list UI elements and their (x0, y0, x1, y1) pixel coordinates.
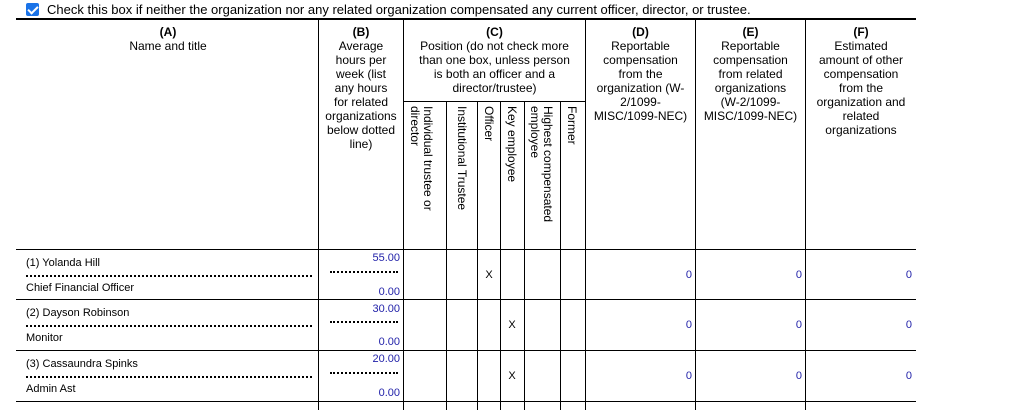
pos-header-text: Key employee (505, 106, 519, 183)
row-title: Admin Ast (26, 383, 76, 395)
row-name: (1) Yolanda Hill (26, 257, 100, 269)
row-title: Monitor (26, 332, 63, 344)
col-a-title: Name and title (129, 39, 207, 53)
checkbox-checked-icon[interactable] (26, 3, 39, 16)
pos-header-text: Institutional Trustee (455, 106, 469, 211)
row-3-bottom-rule (16, 401, 916, 402)
col-b-line: hours per (335, 53, 387, 67)
col-b-line: week (list (335, 67, 386, 81)
col-b-line: organizations (325, 109, 397, 123)
no-compensation-checkbox-row (26, 1, 751, 18)
col-e-line: (W-2/1099- (720, 95, 781, 109)
row-title: Chief Financial Officer (26, 282, 135, 294)
pos-header-highest-compensated (528, 106, 555, 223)
col-d-line: 2/1099- (620, 95, 661, 109)
col-f-line: amount of other (818, 53, 904, 67)
col-c-line: director/trustee) (452, 81, 537, 95)
col-e-line: compensation (713, 53, 788, 67)
header-bottom-rule (16, 249, 916, 250)
col-c-line: is both an officer and a (433, 67, 556, 81)
col-d-line: from the (618, 67, 663, 81)
col-d-line: organization (W- (596, 81, 685, 95)
row-comp-d-field[interactable]: 0 (685, 370, 692, 382)
col-a-header (20, 25, 316, 53)
row-hours-related-field[interactable]: 0.00 (378, 336, 400, 348)
col-divider-c2 (477, 101, 478, 410)
col-f-line: from the (838, 81, 883, 95)
col-f-line: organizations (825, 123, 897, 137)
row-comp-e-field[interactable]: 0 (795, 269, 802, 281)
col-c-line: than one box, unless person (419, 53, 570, 67)
row-hours-field[interactable]: 55.00 (372, 252, 400, 264)
pos-header-former (565, 106, 579, 145)
col-e-line: MISC/1099-NEC) (703, 109, 798, 123)
dotted-separator (330, 271, 398, 273)
col-d-line: Reportable (611, 39, 670, 53)
row-1-bottom-rule (16, 299, 916, 300)
col-f-line: compensation (823, 67, 899, 81)
dotted-separator (26, 325, 312, 327)
col-a-letter: (A) (159, 25, 177, 39)
col-f-line: related (842, 109, 880, 123)
pos-header-key-employee (505, 106, 519, 183)
row-comp-e-field[interactable]: 0 (795, 370, 802, 382)
row-comp-d-field[interactable]: 0 (685, 269, 692, 281)
col-d-line: compensation (603, 53, 678, 67)
pos-header-text: Officer (482, 106, 496, 142)
col-divider-c1 (446, 101, 447, 410)
row-comp-d-field[interactable]: 0 (685, 319, 692, 331)
col-divider-c5 (560, 101, 561, 410)
header-top-rule (16, 18, 916, 20)
col-divider-c4 (524, 101, 525, 410)
col-e-line: Reportable (721, 39, 780, 53)
pos-header-institutional-trustee (455, 106, 469, 211)
row-comp-f-field[interactable]: 0 (905, 370, 912, 382)
col-e-header (696, 25, 805, 123)
col-d-letter: (D) (632, 25, 649, 39)
pos-header-text: Former (565, 106, 579, 145)
dotted-separator (330, 321, 398, 323)
row-hours-field[interactable]: 30.00 (372, 303, 400, 315)
officer-checkbox-cell[interactable]: X (485, 269, 493, 281)
col-d-header (586, 25, 695, 123)
col-b-line: any hours (334, 81, 388, 95)
row-comp-e-field[interactable]: 0 (795, 319, 802, 331)
row-hours-related-field[interactable]: 0.00 (378, 286, 400, 298)
row-comp-f-field[interactable]: 0 (905, 319, 912, 331)
col-divider-c3 (500, 101, 501, 410)
col-b-line: for related (333, 95, 389, 109)
col-c-line: Position (do not check more (420, 39, 569, 53)
position-subheader-rule (403, 101, 585, 102)
key-employee-checkbox-cell[interactable]: X (508, 319, 516, 331)
row-hours-related-field[interactable]: 0.00 (378, 387, 400, 399)
col-b-line: line) (349, 137, 373, 151)
col-f-line: Estimated (834, 39, 888, 53)
row-name: (3) Cassaundra Spinks (26, 358, 138, 370)
pos-header-officer (482, 106, 496, 142)
col-f-header (806, 25, 916, 137)
col-d-line: MISC/1099-NEC) (593, 109, 688, 123)
col-e-line: from related (718, 67, 783, 81)
row-comp-f-field[interactable]: 0 (905, 269, 912, 281)
col-b-line: below dotted (326, 123, 396, 137)
col-b-line: Average (338, 39, 384, 53)
pos-header-text: Individual trustee or director (408, 106, 435, 211)
col-f-line: organization and (816, 95, 906, 109)
col-b-letter: (B) (352, 25, 370, 39)
col-c-header (404, 25, 585, 95)
row-name: (2) Dayson Robinson (26, 307, 130, 319)
dotted-separator (330, 372, 398, 374)
col-b-header (319, 25, 403, 151)
dotted-separator (26, 275, 312, 277)
checkbox-label: Check this box if neither the organization nor any related organization compensated any current officer, director, or trustee. (47, 2, 751, 17)
col-e-letter: (E) (742, 25, 759, 39)
row-2-bottom-rule (16, 350, 916, 351)
col-e-line: organizations (714, 81, 787, 95)
pos-header-individual-trustee (408, 106, 435, 211)
row-hours-field[interactable]: 20.00 (372, 353, 400, 365)
col-c-letter: (C) (486, 25, 503, 39)
pos-header-text: Highest compensated employee (528, 106, 555, 223)
col-f-letter: (F) (853, 25, 869, 39)
key-employee-checkbox-cell[interactable]: X (508, 370, 516, 382)
dotted-separator (26, 376, 312, 378)
